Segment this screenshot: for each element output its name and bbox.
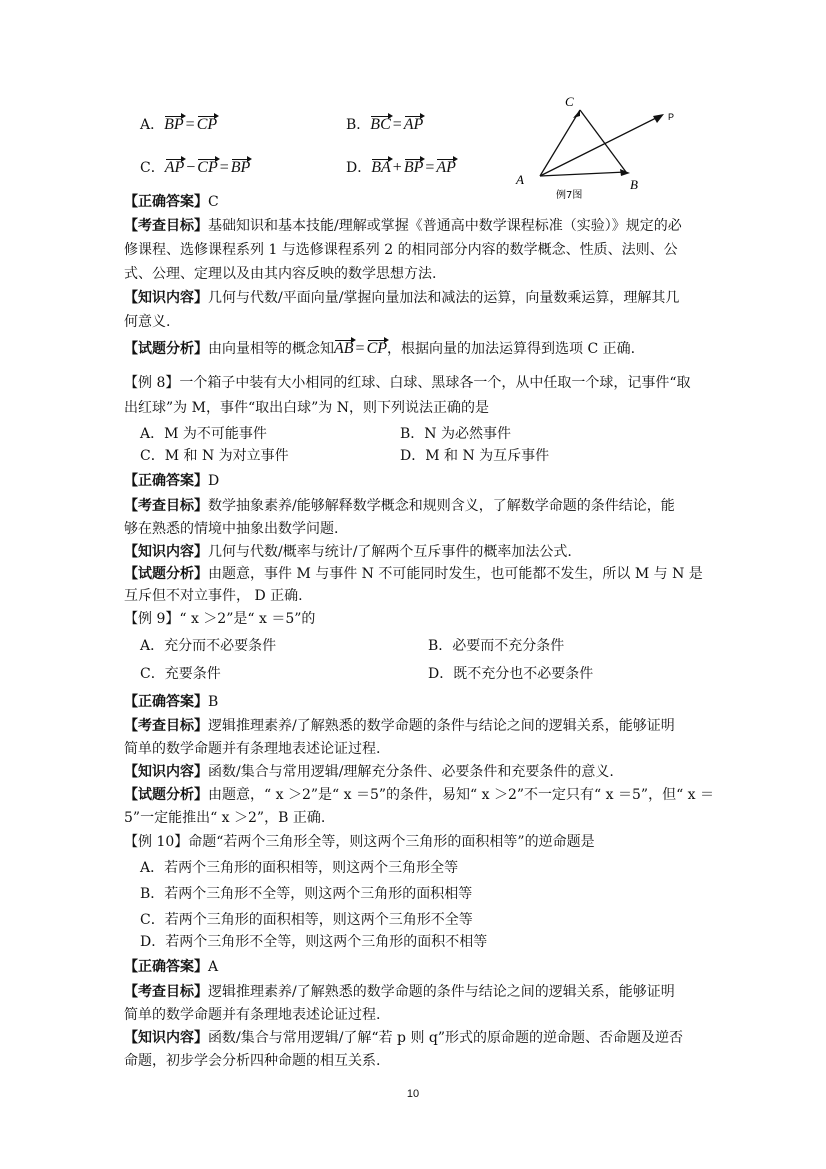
know-tag: 【知识内容】 <box>124 764 208 780</box>
goal-tag: 【考查目标】 <box>124 984 208 1000</box>
know-text: 函数/集合与常用逻辑/了解“若 p 则 q”形式的原命题的逆命题、否命题及逆否 <box>208 1030 684 1046</box>
ex7-goal-line2: 修课程、选修课程系列 1 与选修课程系列 2 的相同部分内容的数学概念、性质、法则、公 <box>124 242 678 258</box>
equals-sign: = <box>355 340 365 357</box>
answer-value: C <box>208 194 219 210</box>
ex8-goal-line1 <box>124 496 675 516</box>
figure-caption: 例7图 <box>556 190 583 201</box>
know-tag: 【知识内容】 <box>124 544 208 560</box>
analysis-tag: 【试题分析】 <box>124 566 208 582</box>
ex9-analysis-line2: 5”一定能推出“ x ＞2”，B 正确. <box>124 810 326 826</box>
goal-text: 数学抽象素养/能够解释数学概念和规则含义，了解数学命题的条件结论，能 <box>208 498 675 514</box>
vector: CP <box>196 116 218 133</box>
ex9-option-d: D．既不充分也不必要条件 <box>428 666 594 682</box>
ex9-option-b: B．必要而不充分条件 <box>428 638 565 654</box>
answer-tag: 【正确答案】 <box>124 194 208 210</box>
ex9-option-c: C．充要条件 <box>140 666 221 682</box>
ex9-goal-line2: 简单的数学命题并有条理地表述论证过程. <box>124 741 381 757</box>
goal-text: 逻辑推理素养/了解熟悉的数学命题的条件与结论之间的逻辑关系，能够证明 <box>208 984 675 1000</box>
ex10-option-d: D．若两个三角形不全等，则这两个三角形的面积不相等 <box>140 934 488 950</box>
vector: BA <box>371 159 391 176</box>
vector: AP <box>436 159 456 176</box>
analysis-tag: 【试题分析】 <box>124 787 208 803</box>
ex7-know-line1 <box>124 288 679 308</box>
ex7-analysis <box>124 339 635 359</box>
know-text: 几何与代数/平面向量/掌握向量加法和减法的运算，向量数乘运算，理解其几 <box>208 290 680 306</box>
triangle-figure <box>510 92 690 204</box>
ex8-question-line1: 【例 8】一个箱子中装有大小相同的红球、白球、黑球各一个，从中任取一个球，记事件“取 <box>124 375 691 391</box>
equals-sign: = <box>425 159 435 176</box>
ex9-goal-line1 <box>124 716 675 736</box>
goal-text: 基础知识和基本技能/理解或掌握《普通高中数学课程标准（实验）》规定的必 <box>208 218 682 234</box>
ex8-option-d: D．M 和 N 为互斥事件 <box>400 448 550 464</box>
analysis-tag: 【试题分析】 <box>124 341 208 357</box>
vector: AB <box>334 340 354 357</box>
know-text: 几何与代数/概率与统计/了解两个互斥事件的概率加法公式. <box>208 544 572 560</box>
vector: BP <box>230 159 251 176</box>
ex8-option-c: C．M 和 N 为对立事件 <box>140 448 289 464</box>
ex7-know-line2: 何意义. <box>124 314 171 330</box>
answer-tag: 【正确答案】 <box>124 473 208 489</box>
vector: BP <box>403 159 424 176</box>
ex10-answer <box>124 957 218 977</box>
option-label: D． <box>346 160 372 176</box>
ex8-option-a: A．M 为不可能事件 <box>140 426 267 442</box>
vector: CP <box>197 159 218 176</box>
ex8-know <box>124 542 572 562</box>
side-ab <box>540 172 626 176</box>
ex8-analysis-line2: 互斥但不对立事件， D 正确. <box>124 588 303 604</box>
answer-tag: 【正确答案】 <box>124 694 208 710</box>
option-b <box>346 115 423 135</box>
ex10-option-a: A．若两个三角形的面积相等，则这两个三角形全等 <box>140 860 459 876</box>
operator: + <box>392 159 402 176</box>
ex9-analysis-line1 <box>124 785 714 805</box>
goal-tag: 【考查目标】 <box>124 218 208 234</box>
know-tag: 【知识内容】 <box>124 290 208 306</box>
label-b: B <box>630 177 638 192</box>
ex10-know-line1 <box>124 1028 683 1048</box>
ex8-analysis-line1 <box>124 564 703 584</box>
vector: AP <box>164 159 185 176</box>
ex7-goal-line3: 式、公理、定理以及由其内容反映的数学思想方法. <box>124 266 437 282</box>
analysis-text: 由向量相等的概念知 <box>208 341 334 357</box>
ex9-question: 【例 9】“ x ＞2”是“ x ＝5”的 <box>124 611 316 627</box>
option-label: A． <box>140 117 165 133</box>
ex8-option-b: B．N 为必然事件 <box>400 426 511 442</box>
analysis-text: ，根据向量的加法运算得到选项 C 正确. <box>387 341 636 357</box>
operator: = <box>185 116 195 133</box>
ex8-question-line2: 出红球”为 M，事件“取出白球”为 N，则下列说法正确的是 <box>124 400 489 416</box>
answer-value: A <box>208 959 219 975</box>
operator: = <box>392 116 402 133</box>
ex10-option-c: C．若两个三角形的面积相等，则这两个三角形不全等 <box>140 912 473 928</box>
ex9-option-a: A．充分而不必要条件 <box>140 638 277 654</box>
vector: BP <box>164 116 184 133</box>
option-label: B． <box>346 117 371 133</box>
ex10-know-line2: 命题，初步学会分析四种命题的相互关系. <box>124 1053 381 1069</box>
ex10-goal-line2: 简单的数学命题并有条理地表述论证过程. <box>124 1007 381 1023</box>
side-cb <box>580 110 626 172</box>
know-tag: 【知识内容】 <box>124 1030 208 1046</box>
option-d <box>346 158 456 178</box>
ex10-option-b: B．若两个三角形不全等，则这两个三角形的面积相等 <box>140 886 473 902</box>
ex7-goal-line1 <box>124 216 682 236</box>
page-number: 10 <box>406 1088 420 1100</box>
ex7-answer <box>124 192 219 212</box>
vector: CP <box>366 340 388 357</box>
vector: BC <box>370 116 391 133</box>
option-label: C． <box>140 160 165 176</box>
ex9-answer <box>124 692 218 712</box>
analysis-text: 由题意，事件 M 与事件 N 不可能同时发生，也可能都不发生，所以 M 与 N 是 <box>208 566 703 582</box>
operator: − <box>186 159 196 176</box>
label-c: C <box>565 94 574 109</box>
answer-tag: 【正确答案】 <box>124 959 208 975</box>
arrow-c <box>573 110 580 118</box>
equals-sign: = <box>219 159 229 176</box>
ex10-question: 【例 10】命题“若两个三角形全等，则这两个三角形的面积相等”的逆命题是 <box>124 834 595 850</box>
option-a <box>140 115 217 135</box>
option-c <box>140 158 250 178</box>
goal-tag: 【考查目标】 <box>124 498 208 514</box>
label-a: A <box>516 172 524 187</box>
answer-value: D <box>208 473 220 489</box>
ex10-goal-line1 <box>124 982 675 1002</box>
ex9-know <box>124 762 614 782</box>
goal-tag: 【考查目标】 <box>124 718 208 734</box>
arrow-p <box>653 114 664 123</box>
vector: AP <box>403 116 424 133</box>
ex8-goal-line2: 够在熟悉的情境中抽象出数学问题. <box>124 521 339 537</box>
analysis-text: 由题意，“ x ＞2”是“ x ＝5”的条件，易知“ x ＞2”不一定只有“ x ＝5”，但“ x ＝ <box>208 787 715 803</box>
ex8-answer <box>124 471 219 491</box>
label-p: P <box>668 112 675 122</box>
answer-value: B <box>208 694 219 710</box>
goal-text: 逻辑推理素养/了解熟悉的数学命题的条件与结论之间的逻辑关系，能够证明 <box>208 718 675 734</box>
know-text: 函数/集合与常用逻辑/理解充分条件、必要条件和充要条件的意义. <box>208 764 614 780</box>
